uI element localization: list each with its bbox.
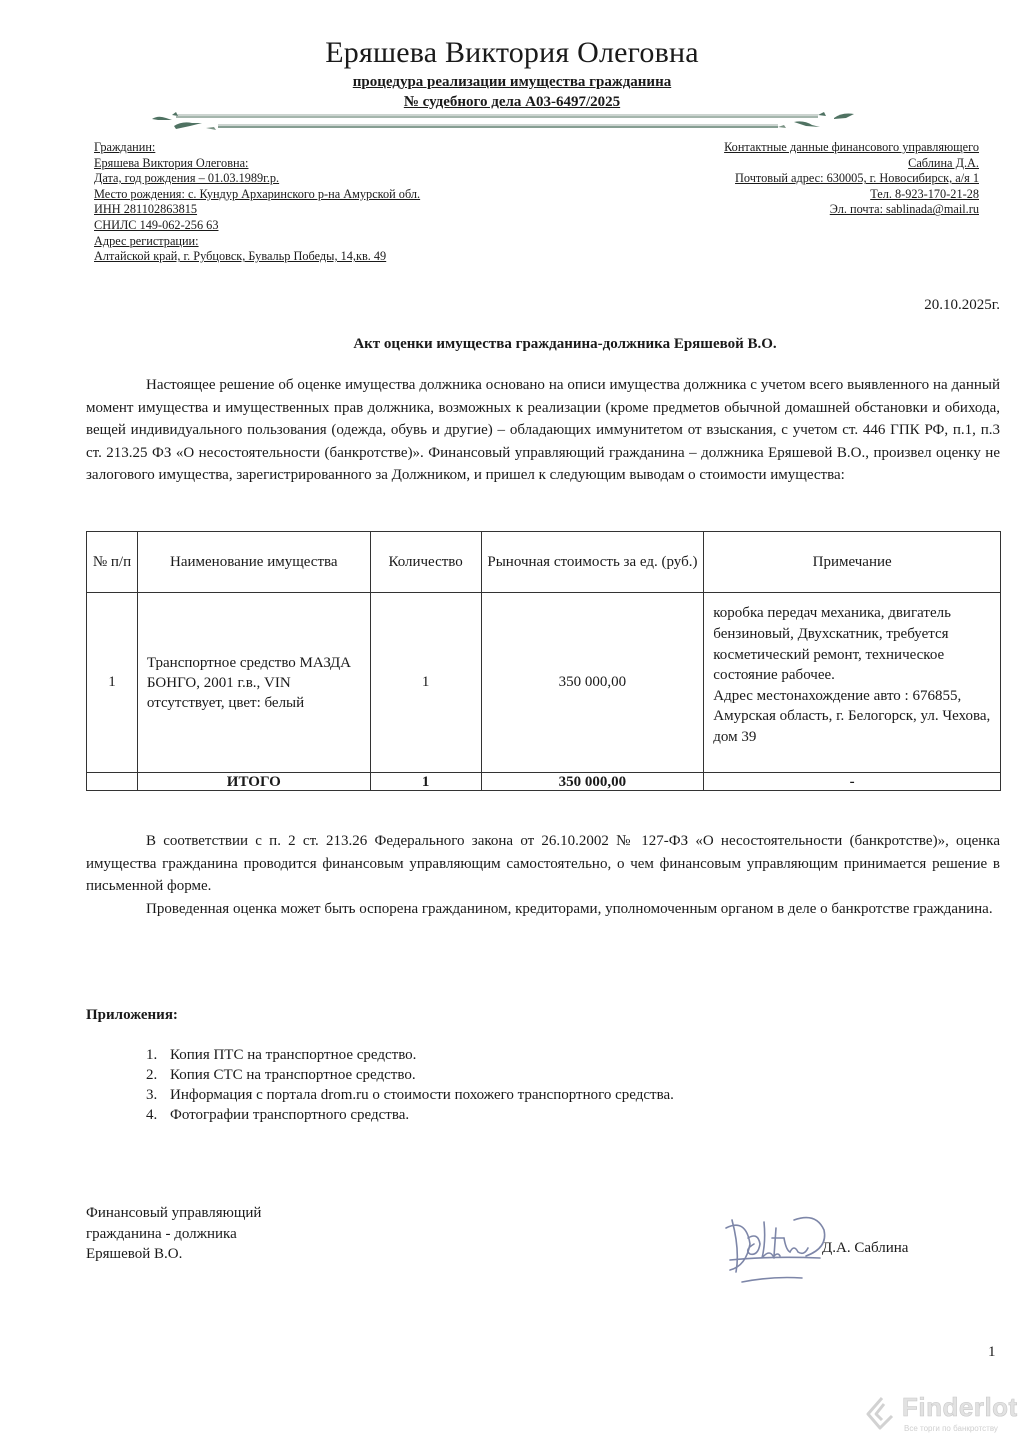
- list-item: 2. Копия СТС на транспортное средство.: [146, 1067, 416, 1083]
- watermark-tagline: Все торги по банкротству: [904, 1424, 998, 1433]
- cell-num: 1: [87, 593, 138, 773]
- manager-name: Саблина Д.А.: [908, 155, 979, 170]
- assets-table: [86, 531, 1001, 791]
- manager-phone: Тел. 8-923-170-21-28: [870, 186, 979, 201]
- header-name: Наименование имущества: [137, 532, 370, 593]
- cell-qty: 1: [370, 593, 481, 773]
- header-price: Рыночная стоимость за ед. (руб.): [481, 532, 704, 593]
- header-qty: Количество: [370, 532, 481, 593]
- manager-contacts-label: Контактные данные финансового управляющего: [724, 140, 979, 154]
- page-number: 1: [988, 1344, 996, 1360]
- total-qty: 1: [370, 773, 481, 791]
- note-condition: коробка передач механика, двигатель бензиновый, Двухскатник, требуется косметический ремонт, техническое состояние рабочее.: [713, 605, 951, 684]
- list-item: 4. Фотографии транспортного средства.: [146, 1107, 410, 1123]
- citizen-birthdate: Дата, год рождения – 01.03.1989г.р.: [94, 171, 280, 186]
- law-paragraph: В соответствии с п. 2 ст. 213.26 Федерального закона от 26.10.2002 № 127-ФЗ «О несостоятельности (банкротстве)», оценка имущества гражданина проводится финансовым управляющим самостоятельно, о чем финансовым управляющим принимается решение в письменной форме.: [86, 833, 1000, 895]
- note-address: Адрес местонахождение авто : 676855, Амурская область, г. Белогорск, ул. Чехова, дом 39: [713, 687, 991, 745]
- header-num: № п/п: [87, 532, 138, 593]
- citizen-address: Алтайской край, г. Рубцовск, Бувальр Победы, 14,кв. 49: [94, 249, 387, 264]
- cell-price: 350 000,00: [481, 593, 704, 773]
- header-note: Примечание: [704, 532, 1001, 593]
- signatory-role: Финансовый управляющий гражданина - должника Еряшевой В.О.: [86, 1205, 262, 1262]
- appendices-list: [146, 1045, 674, 1125]
- cell-name: Транспортное средство МАЗДА БОНГО, 2001 г.в., VIN отсутствует, цвет: белый: [137, 593, 370, 773]
- cell-note: [704, 593, 1001, 773]
- decorative-divider-icon: [128, 106, 868, 134]
- table-row: [87, 593, 1001, 773]
- list-item: 1. Копия ПТС на транспортное средство.: [146, 1047, 417, 1063]
- citizen-address-label: Адрес регистрации:: [94, 233, 199, 248]
- manager-contacts: [724, 140, 979, 218]
- total-num-empty: [87, 773, 138, 791]
- document-date: 20.10.2025г.: [924, 297, 1000, 313]
- case-number: № судебного дела А03-6497/2025: [403, 94, 621, 110]
- table-header-row: [87, 532, 1001, 593]
- watermark-brand: Finderlot: [902, 1392, 1018, 1422]
- manager-postal-address: Почтовый адрес: 630005, г. Новосибирск, а/я 1: [735, 171, 979, 186]
- citizen-inn: ИНН 281102863815: [94, 202, 198, 217]
- list-item: 3. Информация с портала drom.ru о стоимости похожего транспортного средства.: [146, 1087, 674, 1103]
- citizen-info: [94, 140, 420, 265]
- contest-paragraph: Проведенная оценка может быть оспорена гражданином, кредиторами, уполномоченным органом в деле о банкротстве гражданина.: [146, 901, 993, 917]
- citizen-label: Гражданин:: [94, 140, 156, 154]
- table-total-row: [87, 773, 1001, 791]
- act-title: Акт оценки имущества гражданина-должника Еряшевой В.О.: [353, 336, 777, 352]
- intro-paragraph: Настоящее решение об оценке имущества должника основано на описи имущества должника с учетом всего выявленного на данный момент имущества и имущественных прав должника, возможных к реализации (кроме предметов обычной домашней обстановки и обихода, вещей индивидуального пользования (одежда, обувь и другие) – обладающих иммунитетом от взыскания, с учетом ст. 446 ГПК РФ, п.1, п.3 ст. 213.25 ФЗ «О несостоятельности (банкротстве)». Финансовый управляющий гражданина – должника Еряшевой В.О., произвел оценку не залогового имущества, зарегистрированного за Должником, и пришел к следующим выводам о стоимости имущества:: [86, 377, 1000, 484]
- finderlot-logo-icon: [862, 1394, 898, 1434]
- handwritten-signature-icon: [722, 1198, 832, 1288]
- finderlot-watermark: [862, 1392, 1022, 1440]
- total-price: 350 000,00: [481, 773, 704, 791]
- total-label: ИТОГО: [137, 773, 370, 791]
- citizen-snils: СНИЛС 149-062-256 63: [94, 217, 219, 232]
- document-owner-name: Еряшева Виктория Олеговна: [325, 36, 699, 69]
- citizen-birthplace: Место рождения: с. Кундур Архаринского р-на Амурской обл.: [94, 186, 421, 201]
- total-note: -: [704, 773, 1001, 791]
- manager-email: Эл. почта: sablinada@mail.ru: [829, 202, 979, 217]
- procedure-title: процедура реализации имущества гражданина: [352, 74, 672, 90]
- signer-name: Д.А. Саблина: [822, 1240, 909, 1256]
- appendices-title: Приложения:: [86, 1007, 178, 1023]
- citizen-name: Еряшева Виктория Олеговна:: [94, 155, 249, 170]
